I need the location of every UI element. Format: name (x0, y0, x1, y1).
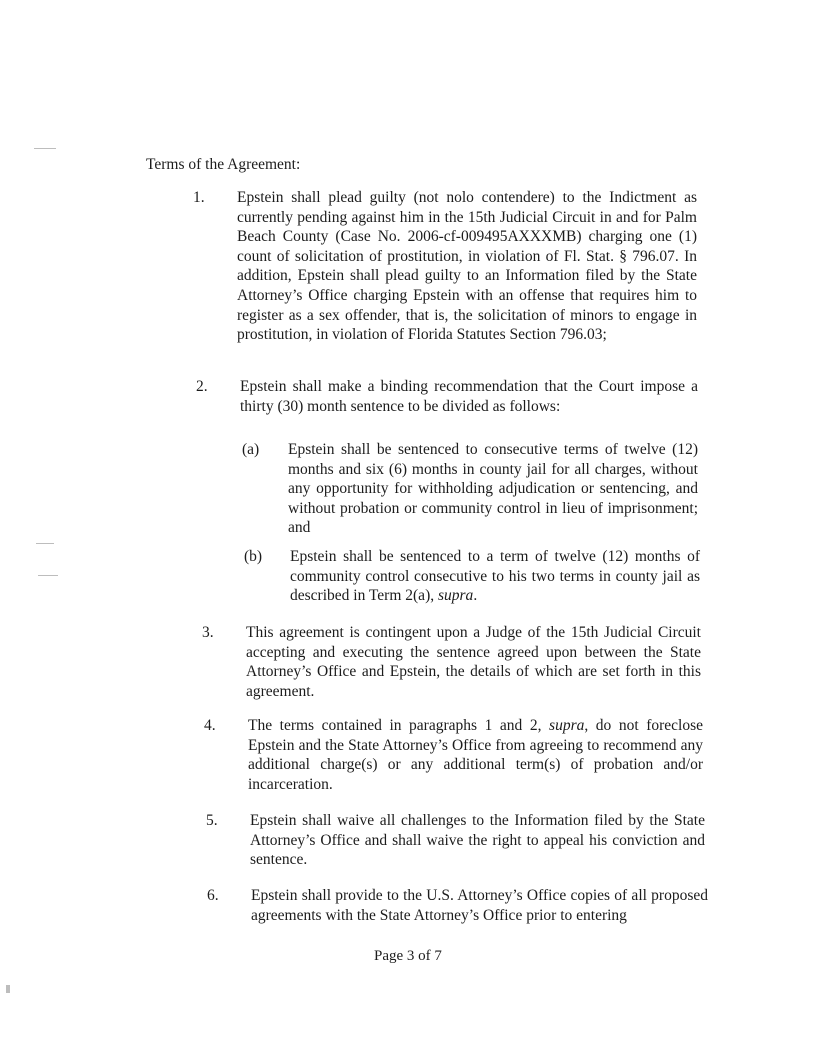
term-number: 4. (204, 717, 216, 734)
term-item-5 (206, 811, 705, 870)
subterm-text-italic: supra (437, 587, 474, 605)
term-text-italic: supra (549, 717, 585, 734)
scan-mark (34, 148, 56, 149)
scan-mark (6, 985, 10, 993)
term-number: 3. (202, 624, 214, 641)
subterm-a (242, 440, 698, 538)
term-text-part: , do not foreclose Epstein and the State Attorney’s Office from agreeing to recommend any additional charge(s) or any additional term(s) of probation and/or incarceration. (248, 717, 704, 793)
term-number: 6. (207, 887, 219, 904)
subterm-text (290, 547, 700, 606)
subterm-label: (a) (242, 441, 260, 458)
section-heading: Terms of the Agreement: (146, 156, 301, 173)
subterm-b (244, 547, 700, 606)
scan-mark (36, 543, 54, 544)
page-number: Page 3 of 7 (374, 948, 442, 964)
subterm-text: Epstein shall be sentenced to consecutive terms of twelve (12) months and six (6) months in county jail for all charges, without any opportunity for withholding adjudication or sentencing, and without probation or community control in lieu of imprisonment; and (288, 441, 698, 537)
term-number: 5. (206, 812, 218, 829)
term-item-6 (207, 886, 708, 925)
term-item-1 (193, 188, 697, 345)
term-text: Epstein shall provide to the U.S. Attorney’s Office copies of all proposed agreements with the State Attorney’s Office prior to entering (251, 887, 708, 924)
term-item-3 (202, 623, 701, 701)
term-number: 2. (196, 378, 208, 395)
term-text: Epstein shall plead guilty (not nolo contendere) to the Indictment as currently pending against him in the 15th Judicial Circuit in and for Palm Beach County (Case No. 2006-cf-009495AXXXMB) charging one (1) count of solicitation of prostitution, in violation of Fl. Stat. § 796.07. In addition, Epstein shall plead guilty to an Information filed by the State Attorney’s Office charging Epstein with an offense that requires him to register as a sex offender, that is, the solicitation of minors to engage in prostitution, in violation of Florida Statutes Section 796.03; (237, 189, 697, 344)
term-text-part: The terms contained in paragraphs 1 and 2, (248, 717, 550, 734)
scan-mark (38, 575, 58, 576)
term-text: Epstein shall waive all challenges to the Information filed by the State Attorney’s Office and shall waive the right to appeal his conviction and sentence. (250, 812, 705, 869)
term-text: This agreement is contingent upon a Judge of the 15th Judicial Circuit accepting and executing the sentence agreed upon between the State Attorney’s Office and Epstein, the details of which are set forth in this agreement. (246, 624, 701, 700)
subterm-label: (b) (244, 548, 263, 565)
term-number: 1. (193, 189, 205, 206)
subterm-text-part: Epstein shall be sentenced to a term of twelve (12) months of community control consecutive to his two terms in county jail as described in Term 2(a), (290, 548, 700, 605)
term-text (248, 716, 703, 794)
term-item-4 (204, 716, 704, 794)
term-text: Epstein shall make a binding recommendation that the Court impose a thirty (30) month sentence to be divided as follows: (240, 378, 698, 415)
subterm-text-part: . (473, 587, 478, 605)
term-item-2 (196, 377, 698, 416)
